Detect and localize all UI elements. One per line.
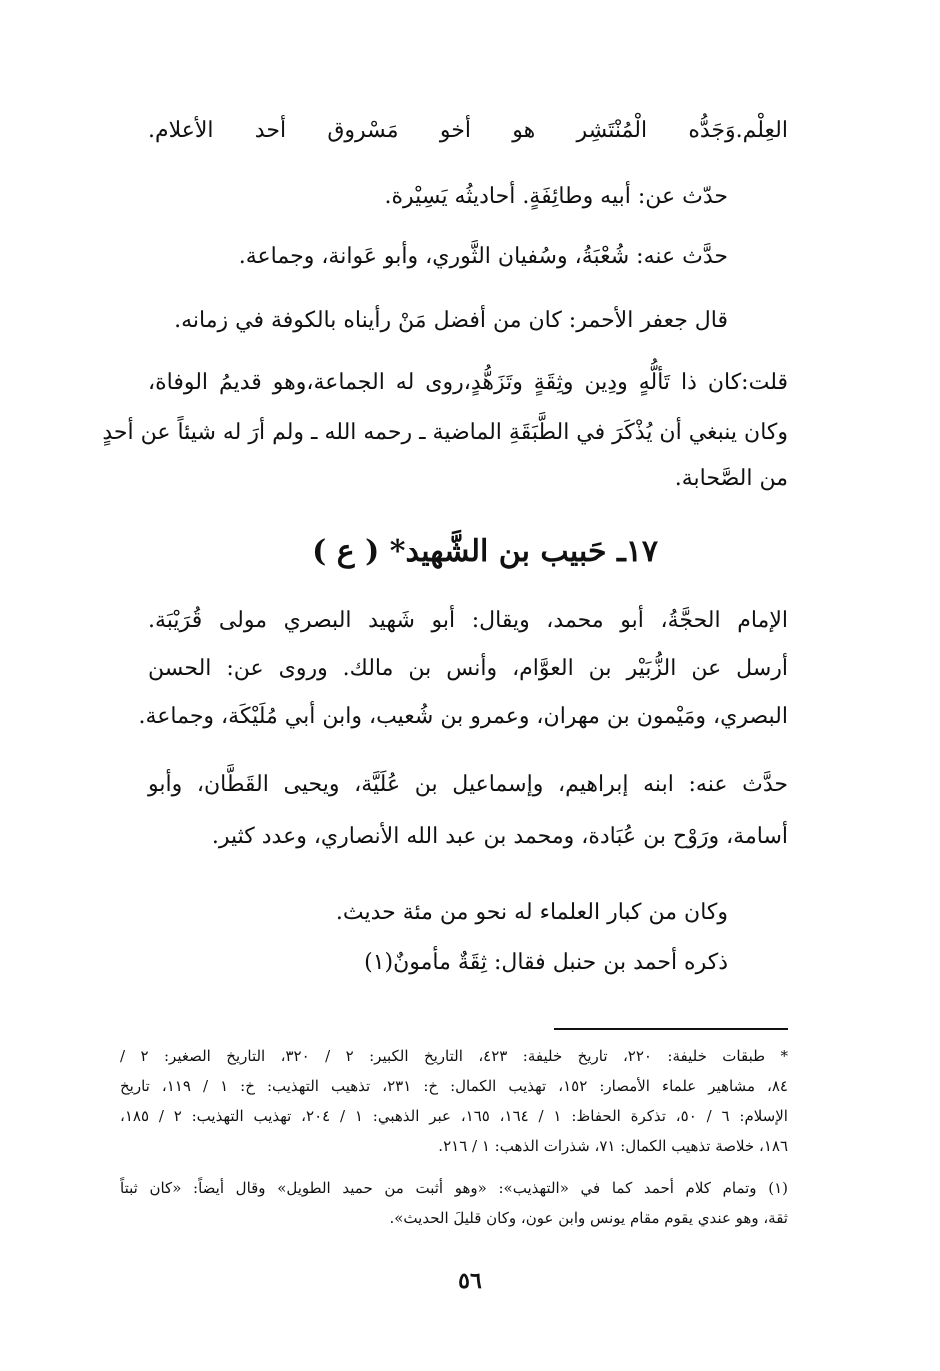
footnote-line: (١) وتمام كلام أحمد كما في «التهذيب»: «وهو أثبت من حميد الطويل» وقال أيضاً: «كان ثبتاً [120,1179,788,1197]
entry-heading: ١٧ـ حَبيب بن الشَّهيد* ( ع ) [312,534,658,569]
text-line: أسامة، ورَوْح بن عُبَادة، ومحمد بن عبد الله الأنصاري، وعدد كثير. [211,824,788,849]
text-line: وكان من كبار العلماء له نحو من مئة حديث. [335,900,728,925]
footnote-line: ٨٤، مشاهير علماء الأمصار: ١٥٢، تهذيب الكمال: خ: ٢٣١، تذهيب التهذيب: خ: ١ / ١١٩، تاريخ [120,1077,788,1095]
text-line: العِلْم.وَجَدُّه الْمُنْتَشِر هو أخو مَسْروق أحد الأعلام. [148,118,788,143]
text-line: حدّث عن: أبيه وطائِفَةٍ. أحاديثُه يَسِيْرة. [384,184,728,209]
footnote-line: الإسلام: ٦ / ٥٠، تذكرة الحفاظ: ١ / ١٦٤، ١٦٥، عبر الذهبي: ١ / ٢٠٤، تهذيب التهذيب: ٢ / ١٨٥، [120,1107,788,1125]
text-line: أرسل عن الزُّبَيْر بن العوَّام، وأنس بن مالك. وروى عن: الحسن [148,656,788,681]
text-line: من الصَّحابة. [674,466,788,491]
text-line: قلت:كان ذا تَألُّهٍ ودِين وثِقَةٍ وتَزَهُّدٍ،روى له الجماعة،وهو قديمُ الوفاة، [148,370,788,395]
footnote-line: ١٨٦، خلاصة تذهيب الكمال: ٧١، شذرات الذهب: ١ / ٢١٦. [438,1137,788,1155]
text-line: وكان ينبغي أن يُذْكَرَ في الطَّبَقَةِ الماضية ـ رحمه الله ـ ولم أرَ له شيئاً عن أحدٍ [102,420,788,445]
page-number: ٥٦ [458,1268,482,1294]
footnote-line: * طبقات خليفة: ٢٢٠، تاريخ خليفة: ٤٢٣، التاريخ الكبير: ٢ / ٣٢٠، التاريخ الصغير: ٢ / [120,1047,788,1065]
text-line: حدَّث عنه: شُعْبَةُ، وسُفيان الثَّوري، وأبو عَوانة، وجماعة. [238,244,728,269]
footnote-divider [554,1028,788,1030]
text-line: ذكره أحمد بن حنبل فقال: ثِقَةٌ مأمونٌ(١) [364,950,728,975]
text-line: الإمام الحجَّةُ، أبو محمد، ويقال: أبو شَهيد البصري مولى قُرَيْبَة. [148,608,788,633]
text-line: حدَّث عنه: ابنه إبراهيم، وإسماعيل بن عُلَيَّة، ويحيى القَطَّان، وأبو [148,772,788,797]
text-line: البصري، ومَيْمون بن مهران، وعمرو بن شُعيب، وابن أبي مُلَيْكَة، وجماعة. [138,704,788,729]
footnote-line: ثقة، وهو عندي يقوم مقام يونس وابن عون، وكان قليلَ الحديث». [389,1209,788,1227]
text-line: قال جعفر الأحمر: كان من أفضل مَنْ رأيناه بالكوفة في زمانه. [174,308,728,333]
